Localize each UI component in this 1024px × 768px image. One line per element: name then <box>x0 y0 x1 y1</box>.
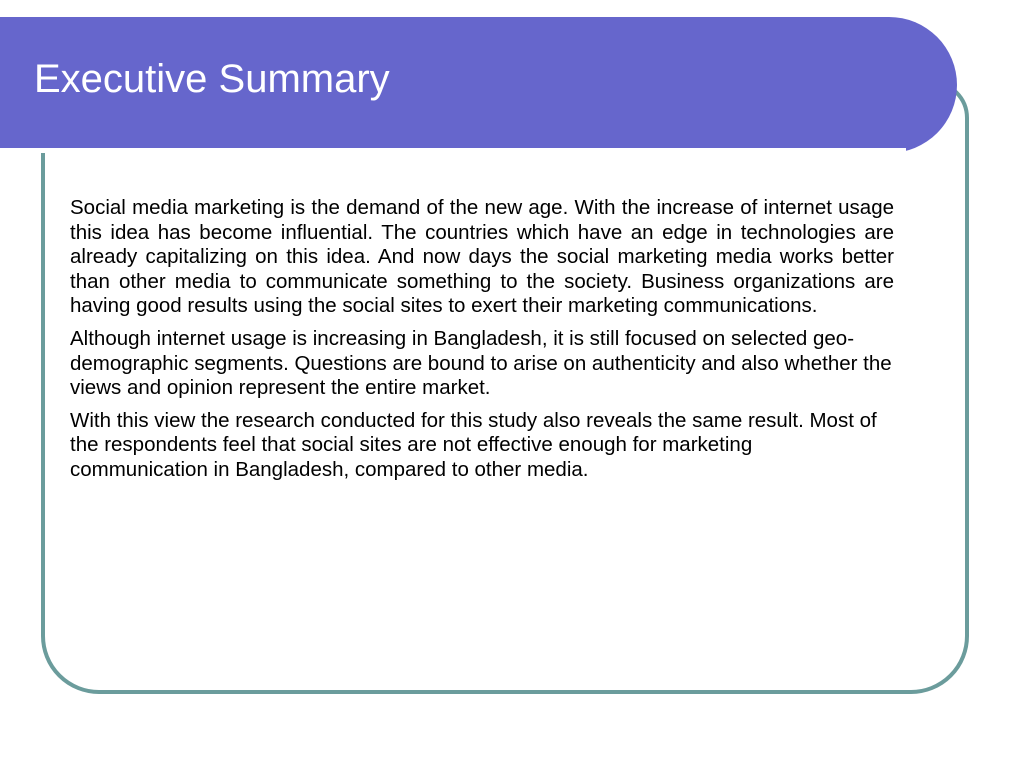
paragraph-3: With this view the research conducted for this study also reveals the same result. Most of the respondents feel that social sites are not effective enough for marketing communication in Bangladesh, compared to other media. <box>70 408 877 481</box>
slide-title: Executive Summary <box>34 57 390 101</box>
paragraph-2: Although internet usage is increasing in Bangladesh, it is still focused on selected geo-demographic segments. Questions are bound to arise on authenticity and also whether the views and opinion represent the entire market. <box>70 326 892 400</box>
slide-body <box>70 196 894 491</box>
title-underline <box>0 148 906 153</box>
paragraph-1: Social media marketing is the demand of the new age. With the increase of internet usage this idea has become influential. The countries which have an edge in technologies are already capitalizing on this idea. And now days the social marketing media works better than other media to communicate something to the society. Business organizations are having good results using the social sites to exert their marketing communications. <box>70 196 894 318</box>
